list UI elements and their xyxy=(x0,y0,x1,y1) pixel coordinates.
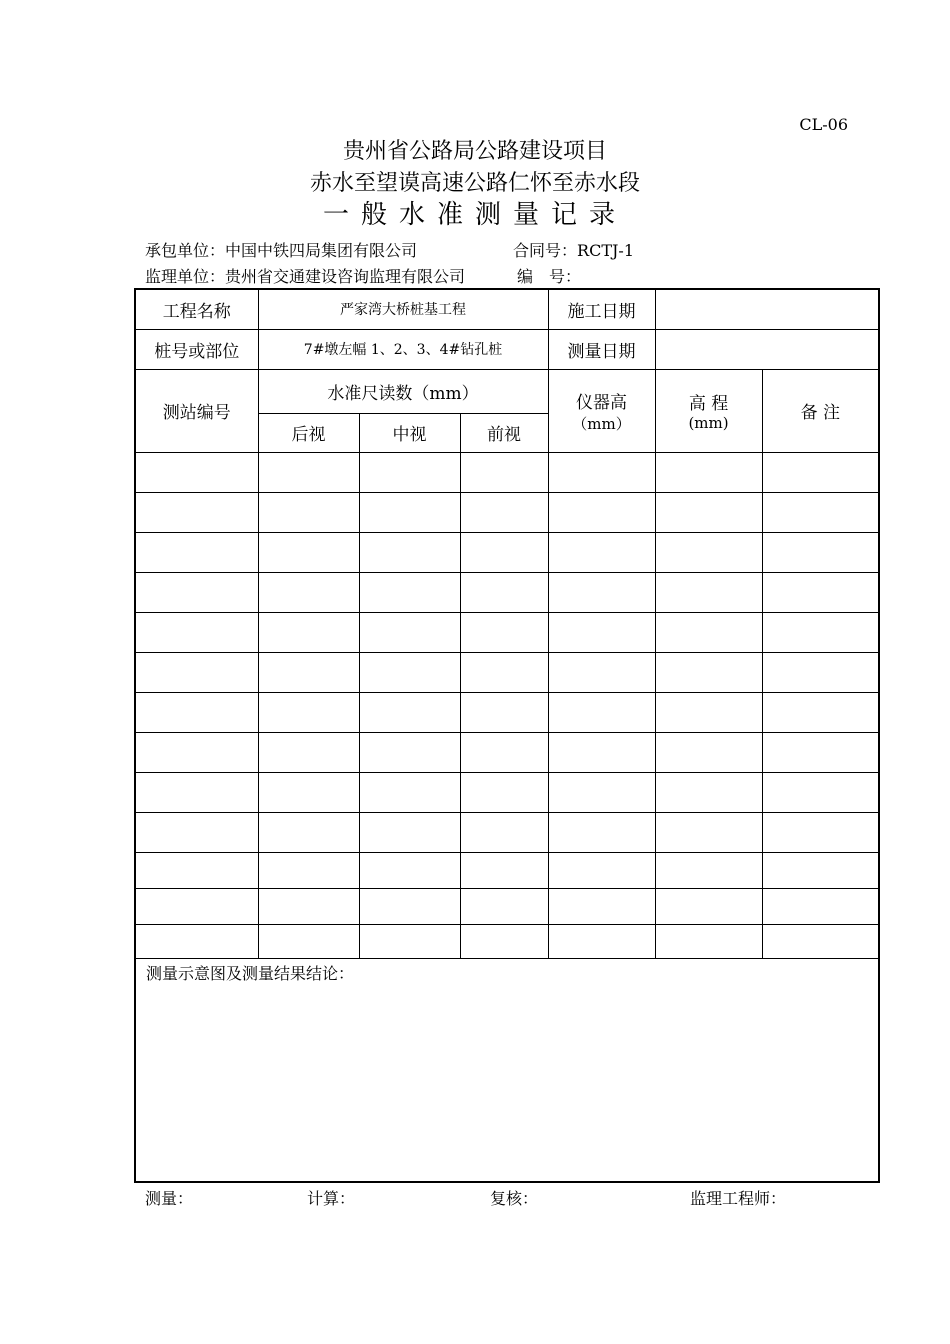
table-cell[interactable] xyxy=(135,732,258,772)
table-cell[interactable] xyxy=(655,924,762,958)
sign-calculator: 计算： xyxy=(307,1189,356,1208)
col-instrument-height-label: 仪器高 xyxy=(576,392,628,413)
table-cell[interactable] xyxy=(548,572,655,612)
table-cell[interactable] xyxy=(762,732,879,772)
table-row xyxy=(135,612,879,652)
table-cell[interactable] xyxy=(655,852,762,888)
survey-date-label: 测量日期 xyxy=(548,329,655,369)
title-project: 赤水至望谟高速公路仁怀至赤水段 xyxy=(309,171,640,196)
supervisor-value: 贵州省交通建设咨询监理有限公司 xyxy=(225,267,466,286)
table-cell[interactable] xyxy=(762,812,879,852)
col-foresight: 前视 xyxy=(460,413,548,452)
contract-no-value: RCTJ-1 xyxy=(577,241,634,260)
conclusion-label: 测量示意图及测量结果结论： xyxy=(146,963,355,983)
table-cell[interactable] xyxy=(460,492,548,532)
table-cell[interactable] xyxy=(460,572,548,612)
table-cell[interactable] xyxy=(135,888,258,924)
table-cell[interactable] xyxy=(548,532,655,572)
table-cell[interactable] xyxy=(359,732,460,772)
col-instrument-height-unit: （mm） xyxy=(572,414,631,433)
table-cell[interactable] xyxy=(655,888,762,924)
table-cell[interactable] xyxy=(460,924,548,958)
table-cell[interactable] xyxy=(655,812,762,852)
table-cell[interactable] xyxy=(258,612,359,652)
table-row xyxy=(135,852,879,888)
construction-date-value[interactable] xyxy=(655,289,879,329)
table-cell[interactable] xyxy=(258,924,359,958)
table-cell[interactable] xyxy=(762,532,879,572)
table-cell[interactable] xyxy=(359,652,460,692)
table-cell[interactable] xyxy=(258,572,359,612)
title-form: 一般水准测量记录 xyxy=(322,200,627,230)
table-cell[interactable] xyxy=(135,452,258,492)
table-cell[interactable] xyxy=(258,492,359,532)
station-value: 7#墩左幅 1、2、3、4#钻孔桩 xyxy=(258,329,548,369)
table-cell[interactable] xyxy=(548,732,655,772)
table-row xyxy=(135,572,879,612)
table-cell[interactable] xyxy=(460,692,548,732)
table-cell[interactable] xyxy=(359,612,460,652)
table-cell[interactable] xyxy=(359,692,460,732)
table-cell[interactable] xyxy=(135,612,258,652)
table-cell[interactable] xyxy=(460,888,548,924)
table-cell[interactable] xyxy=(460,772,548,812)
sign-checker: 复核： xyxy=(490,1189,539,1208)
table-cell[interactable] xyxy=(655,692,762,732)
conclusion-area[interactable] xyxy=(135,958,879,1182)
table-cell[interactable] xyxy=(359,924,460,958)
table-cell[interactable] xyxy=(548,852,655,888)
table-cell[interactable] xyxy=(258,452,359,492)
table-row xyxy=(135,924,879,958)
table-cell[interactable] xyxy=(258,652,359,692)
table-cell[interactable] xyxy=(548,772,655,812)
table-cell[interactable] xyxy=(359,812,460,852)
table-cell[interactable] xyxy=(762,692,879,732)
table-row xyxy=(135,652,879,692)
col-instrument-height xyxy=(548,369,655,452)
table-row xyxy=(135,888,879,924)
table-cell[interactable] xyxy=(762,772,879,812)
table-cell[interactable] xyxy=(135,572,258,612)
table-cell[interactable] xyxy=(359,888,460,924)
form-code: CL-06 xyxy=(799,115,848,134)
data-rows xyxy=(135,452,879,958)
table-row xyxy=(135,492,879,532)
table-row xyxy=(135,692,879,732)
supervisor-line xyxy=(145,264,581,287)
col-station-no: 测站编号 xyxy=(135,369,258,452)
station-label: 桩号或部位 xyxy=(135,329,258,369)
table-cell[interactable] xyxy=(135,492,258,532)
table-cell[interactable] xyxy=(762,652,879,692)
col-backsight: 后视 xyxy=(258,413,359,452)
table-cell[interactable] xyxy=(655,452,762,492)
table-cell[interactable] xyxy=(548,888,655,924)
table-cell[interactable] xyxy=(258,852,359,888)
construction-date-label: 施工日期 xyxy=(548,289,655,329)
table-cell[interactable] xyxy=(655,572,762,612)
table-cell[interactable] xyxy=(135,652,258,692)
table-cell[interactable] xyxy=(762,452,879,492)
table-cell[interactable] xyxy=(548,452,655,492)
table-cell[interactable] xyxy=(655,612,762,652)
table-row xyxy=(135,812,879,852)
table-cell[interactable] xyxy=(135,852,258,888)
table-cell[interactable] xyxy=(762,572,879,612)
number-label: 编 号： xyxy=(517,267,582,286)
contractor-line xyxy=(145,238,634,261)
table-row xyxy=(135,772,879,812)
table-cell[interactable] xyxy=(135,532,258,572)
table-cell[interactable] xyxy=(548,924,655,958)
table-row xyxy=(135,452,879,492)
table-cell[interactable] xyxy=(359,572,460,612)
table-cell[interactable] xyxy=(762,888,879,924)
table-cell[interactable] xyxy=(460,652,548,692)
col-reading: 水准尺读数（mm） xyxy=(258,369,548,413)
table-cell[interactable] xyxy=(548,692,655,732)
table-cell[interactable] xyxy=(655,772,762,812)
sign-surveyor: 测量： xyxy=(145,1189,194,1208)
sign-supervisor-engineer: 监理工程师： xyxy=(690,1189,787,1208)
table-cell[interactable] xyxy=(258,732,359,772)
table-cell[interactable] xyxy=(135,924,258,958)
table-cell[interactable] xyxy=(460,452,548,492)
table-cell[interactable] xyxy=(359,532,460,572)
table-cell[interactable] xyxy=(258,812,359,852)
col-intermediate: 中视 xyxy=(359,413,460,452)
table-cell[interactable] xyxy=(762,492,879,532)
table-cell[interactable] xyxy=(135,812,258,852)
col-elevation-unit: (mm) xyxy=(688,414,729,432)
col-remarks: 备 注 xyxy=(762,369,879,452)
table-cell[interactable] xyxy=(460,852,548,888)
table-cell[interactable] xyxy=(359,772,460,812)
table-cell[interactable] xyxy=(460,532,548,572)
table-cell[interactable] xyxy=(258,772,359,812)
table-cell[interactable] xyxy=(548,812,655,852)
table-cell[interactable] xyxy=(460,812,548,852)
table-cell[interactable] xyxy=(655,732,762,772)
table-cell[interactable] xyxy=(762,612,879,652)
table-cell[interactable] xyxy=(548,652,655,692)
table-cell[interactable] xyxy=(548,612,655,652)
table-cell[interactable] xyxy=(762,924,879,958)
table-cell[interactable] xyxy=(548,492,655,532)
conclusion-row xyxy=(135,958,879,1182)
col-elevation xyxy=(655,369,762,452)
table-row xyxy=(135,732,879,772)
table-cell[interactable] xyxy=(258,692,359,732)
table-cell[interactable] xyxy=(258,532,359,572)
supervisor-label: 监理单位： xyxy=(145,267,226,286)
project-name-value: 严家湾大桥桩基工程 xyxy=(258,289,548,329)
table-cell[interactable] xyxy=(258,888,359,924)
project-row xyxy=(135,289,879,329)
survey-date-value[interactable] xyxy=(655,329,879,369)
contract-no-label: 合同号： xyxy=(513,241,578,260)
station-row xyxy=(135,329,879,369)
table-cell[interactable] xyxy=(655,652,762,692)
table-cell[interactable] xyxy=(359,492,460,532)
table-cell[interactable] xyxy=(460,732,548,772)
header-row-1 xyxy=(135,369,879,413)
table-cell[interactable] xyxy=(460,612,548,652)
leveling-record-table xyxy=(134,288,880,1183)
title-agency: 贵州省公路局公路建设项目 xyxy=(342,139,607,164)
table-cell[interactable] xyxy=(135,692,258,732)
table-cell[interactable] xyxy=(359,452,460,492)
table-cell[interactable] xyxy=(655,532,762,572)
contractor-value: 中国中铁四局集团有限公司 xyxy=(225,241,418,260)
col-elevation-label: 高 程 xyxy=(688,394,729,414)
contractor-label: 承包单位： xyxy=(145,241,226,260)
table-cell[interactable] xyxy=(135,772,258,812)
table-cell[interactable] xyxy=(762,852,879,888)
table-cell[interactable] xyxy=(359,852,460,888)
table-row xyxy=(135,532,879,572)
table-cell[interactable] xyxy=(655,492,762,532)
project-name-label: 工程名称 xyxy=(135,289,258,329)
